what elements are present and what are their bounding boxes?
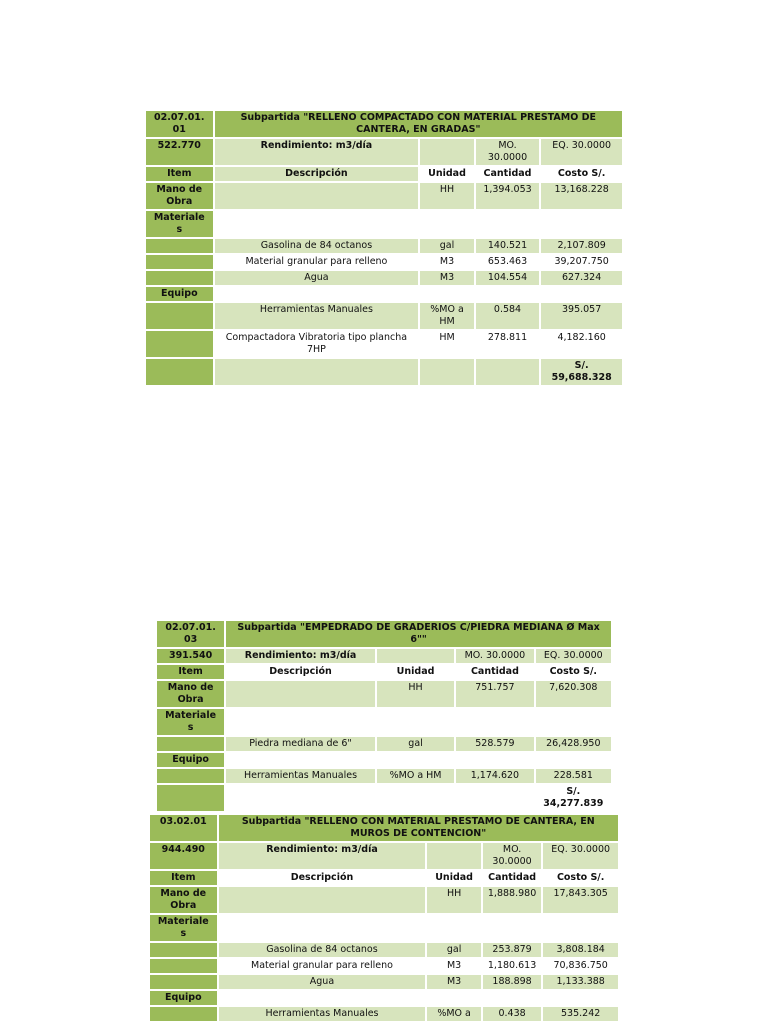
- mo-rate: MO. 30.0000: [483, 843, 542, 869]
- header-item: Item: [150, 871, 217, 885]
- eq-rate: EQ. 30.0000: [541, 139, 622, 165]
- cost-cell: 7,620.308: [536, 681, 611, 707]
- quantity: 944.490: [150, 843, 217, 869]
- empty-cell: [420, 139, 473, 165]
- qty-cell: 104.554: [476, 271, 540, 285]
- header-unidad: Unidad: [427, 871, 480, 885]
- empty-cell: [226, 785, 375, 811]
- unit-cell: M3: [420, 271, 473, 285]
- unit-cell: HH: [377, 681, 454, 707]
- qty-cell: 0.438: [483, 1007, 542, 1021]
- subpartida-title: Subpartida "RELLENO CON MATERIAL PRESTAMO DE CANTERA, EN MUROS DE CONTENCION": [219, 815, 618, 841]
- item-code: 02.07.01. 01: [146, 111, 213, 137]
- desc-cell: Herramientas Manuales: [215, 303, 419, 329]
- empty-cell: [215, 211, 622, 237]
- unit-cell: %MO a HM: [420, 303, 473, 329]
- desc-cell: Piedra mediana de 6": [226, 737, 375, 751]
- qty-cell: 751.757: [456, 681, 533, 707]
- empty-cell: [226, 753, 611, 767]
- section-mano-de-obra: Mano de Obra: [157, 681, 224, 707]
- desc-cell: Compactadora Vibratoria tipo plancha 7HP: [215, 331, 419, 357]
- desc-cell: Agua: [215, 271, 419, 285]
- cost-table-2: [155, 619, 613, 813]
- desc-cell: Herramientas Manuales: [219, 1007, 426, 1021]
- cost-table-1: [144, 109, 624, 387]
- section-mano-de-obra: Mano de Obra: [146, 183, 213, 209]
- total-cost: S/. 34,277.839: [536, 785, 611, 811]
- mo-rate: MO. 30.0000: [476, 139, 540, 165]
- empty-cell: [146, 303, 213, 329]
- empty-cell: [146, 239, 213, 253]
- cost-cell: 2,107.809: [541, 239, 622, 253]
- header-descripcion: Descripción: [226, 665, 375, 679]
- qty-cell: 140.521: [476, 239, 540, 253]
- empty-cell: [157, 785, 224, 811]
- empty-cell: [219, 991, 618, 1005]
- header-cantidad: Cantidad: [456, 665, 533, 679]
- header-unidad: Unidad: [377, 665, 454, 679]
- empty-cell: [219, 915, 618, 941]
- section-materiales: Materiale s: [157, 709, 224, 735]
- empty-cell: [146, 359, 213, 385]
- quantity: 522.770: [146, 139, 213, 165]
- desc-cell: Gasolina de 84 octanos: [215, 239, 419, 253]
- empty-cell: [377, 785, 454, 811]
- empty-cell: [427, 843, 480, 869]
- header-costo: Costo S/.: [541, 167, 622, 181]
- qty-cell: 253.879: [483, 943, 542, 957]
- mo-rate: MO. 30.0000: [456, 649, 533, 663]
- quantity: 391.540: [157, 649, 224, 663]
- eq-rate: EQ. 30.0000: [536, 649, 611, 663]
- header-descripcion: Descripción: [215, 167, 419, 181]
- rendimiento: Rendimiento: m3/día: [226, 649, 375, 663]
- cost-cell: 3,808.184: [543, 943, 618, 957]
- desc-cell: Gasolina de 84 octanos: [219, 943, 426, 957]
- empty-cell: [420, 359, 473, 385]
- unit-cell: M3: [427, 975, 480, 989]
- cost-cell: 17,843.305: [543, 887, 618, 913]
- unit-cell: HM: [420, 331, 473, 357]
- empty-cell: [150, 943, 217, 957]
- empty-cell: [226, 709, 611, 735]
- desc-cell: Agua: [219, 975, 426, 989]
- empty-cell: [476, 359, 540, 385]
- item-code: 03.02.01: [150, 815, 217, 841]
- item-code: 02.07.01. 03: [157, 621, 224, 647]
- empty-cell: [146, 255, 213, 269]
- cost-cell: 535.242: [543, 1007, 618, 1021]
- empty-cell: [157, 737, 224, 751]
- empty-cell: [146, 271, 213, 285]
- unit-cell: gal: [420, 239, 473, 253]
- header-item: Item: [146, 167, 213, 181]
- empty-cell: [219, 887, 426, 913]
- unit-cell: %MO a HM: [377, 769, 454, 783]
- subpartida-title: Subpartida "RELLENO COMPACTADO CON MATERIAL PRESTAMO DE CANTERA, EN GRADAS": [215, 111, 622, 137]
- cost-cell: 395.057: [541, 303, 622, 329]
- unit-cell: HH: [420, 183, 473, 209]
- header-descripcion: Descripción: [219, 871, 426, 885]
- qty-cell: 528.579: [456, 737, 533, 751]
- empty-cell: [215, 359, 419, 385]
- cost-cell: 1,133.388: [543, 975, 618, 989]
- qty-cell: 278.811: [476, 331, 540, 357]
- cost-cell: 627.324: [541, 271, 622, 285]
- subpartida-title: Subpartida "EMPEDRADO DE GRADERIOS C/PIEDRA MEDIANA Ø Max 6"": [226, 621, 611, 647]
- cost-table-3: [148, 813, 620, 1023]
- empty-cell: [157, 769, 224, 783]
- cost-cell: 4,182.160: [541, 331, 622, 357]
- section-equipo: Equipo: [150, 991, 217, 1005]
- section-equipo: Equipo: [157, 753, 224, 767]
- qty-cell: 0.584: [476, 303, 540, 329]
- unit-cell: gal: [427, 943, 480, 957]
- section-equipo: Equipo: [146, 287, 213, 301]
- section-mano-de-obra: Mano de Obra: [150, 887, 217, 913]
- empty-cell: [226, 681, 375, 707]
- header-cantidad: Cantidad: [483, 871, 542, 885]
- qty-cell: 188.898: [483, 975, 542, 989]
- qty-cell: 1,174.620: [456, 769, 533, 783]
- qty-cell: 1,180.613: [483, 959, 542, 973]
- empty-cell: [215, 183, 419, 209]
- unit-cell: M3: [427, 959, 480, 973]
- unit-cell: M3: [420, 255, 473, 269]
- section-materiales: Materiale s: [150, 915, 217, 941]
- empty-cell: [150, 959, 217, 973]
- cost-cell: 13,168.228: [541, 183, 622, 209]
- unit-cell: %MO a: [427, 1007, 480, 1021]
- empty-cell: [215, 287, 622, 301]
- empty-cell: [150, 975, 217, 989]
- rendimiento: Rendimiento: m3/día: [219, 843, 426, 869]
- empty-cell: [150, 1007, 217, 1021]
- cost-cell: 70,836.750: [543, 959, 618, 973]
- total-cost: S/. 59,688.328: [541, 359, 622, 385]
- eq-rate: EQ. 30.0000: [543, 843, 618, 869]
- cost-cell: 39,207.750: [541, 255, 622, 269]
- empty-cell: [377, 649, 454, 663]
- qty-cell: 653.463: [476, 255, 540, 269]
- header-cantidad: Cantidad: [476, 167, 540, 181]
- desc-cell: Material granular para relleno: [215, 255, 419, 269]
- desc-cell: Herramientas Manuales: [226, 769, 375, 783]
- rendimiento: Rendimiento: m3/día: [215, 139, 419, 165]
- cost-cell: 228.581: [536, 769, 611, 783]
- section-materiales: Materiale s: [146, 211, 213, 237]
- header-costo: Costo S/.: [543, 871, 618, 885]
- unit-cell: gal: [377, 737, 454, 751]
- desc-cell: Material granular para relleno: [219, 959, 426, 973]
- header-costo: Costo S/.: [536, 665, 611, 679]
- cost-cell: 26,428.950: [536, 737, 611, 751]
- unit-cell: HH: [427, 887, 480, 913]
- empty-cell: [146, 331, 213, 357]
- header-unidad: Unidad: [420, 167, 473, 181]
- qty-cell: 1,888.980: [483, 887, 542, 913]
- header-item: Item: [157, 665, 224, 679]
- empty-cell: [456, 785, 533, 811]
- qty-cell: 1,394.053: [476, 183, 540, 209]
